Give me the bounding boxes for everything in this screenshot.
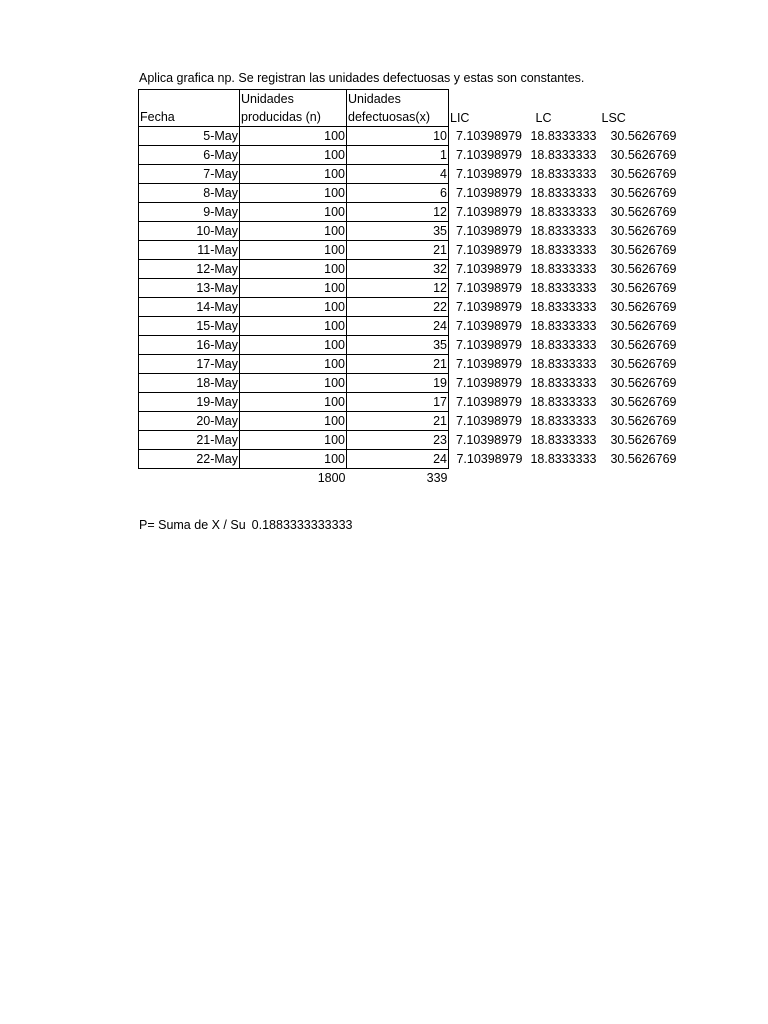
cell-lic: 7.10398979: [455, 395, 522, 409]
cell-producidas: 100: [240, 184, 347, 203]
cell-defectuosas: 21: [347, 355, 449, 374]
cell-producidas: 100: [240, 374, 347, 393]
cell-lsc: 30.5626769: [610, 167, 677, 181]
cell-defectuosas: 32: [347, 260, 449, 279]
cell-lc: 18.8333333: [530, 376, 597, 390]
cell-lsc: 30.5626769: [610, 281, 677, 295]
table-row: [139, 336, 678, 355]
cell-lic: 7.10398979: [455, 281, 522, 295]
cell-defectuosas: 12: [347, 279, 449, 298]
cell-defectuosas: 10: [347, 127, 449, 146]
cell-fecha: 16-May: [139, 336, 240, 355]
table-row: [139, 355, 678, 374]
cell-producidas: 100: [240, 336, 347, 355]
cell-defectuosas: 35: [347, 222, 449, 241]
cell-lic: 7.10398979: [455, 300, 522, 314]
cell-producidas: 100: [240, 241, 347, 260]
cell-lic: 7.10398979: [455, 319, 522, 333]
cell-lic: 7.10398979: [455, 243, 522, 257]
cell-producidas: 100: [240, 450, 347, 469]
formula-line: [139, 518, 352, 532]
cell-fecha: 13-May: [139, 279, 240, 298]
cell-lic: 7.10398979: [455, 414, 522, 428]
cell-lsc: 30.5626769: [610, 433, 677, 447]
table-row: [139, 203, 678, 222]
cell-fecha: 10-May: [139, 222, 240, 241]
cell-lic: 7.10398979: [455, 376, 522, 390]
cell-lc: 18.8333333: [530, 224, 597, 238]
cell-lsc: 30.5626769: [610, 300, 677, 314]
header-lsc: LSC: [601, 110, 626, 125]
table-row: [139, 298, 678, 317]
cell-defectuosas: 24: [347, 317, 449, 336]
cell-lc: 18.8333333: [530, 148, 597, 162]
cell-lic: 7.10398979: [455, 148, 522, 162]
cell-lc: 18.8333333: [530, 205, 597, 219]
cell-producidas: 100: [240, 298, 347, 317]
cell-lic: 7.10398979: [455, 357, 522, 371]
header-defectuosas: [347, 90, 449, 127]
cell-defectuosas: 19: [347, 374, 449, 393]
cell-lsc: 30.5626769: [610, 414, 677, 428]
cell-defectuosas: 21: [347, 241, 449, 260]
cell-fecha: 17-May: [139, 355, 240, 374]
cell-fecha: 6-May: [139, 146, 240, 165]
cell-lic: 7.10398979: [455, 186, 522, 200]
cell-producidas: 100: [240, 279, 347, 298]
table-row: [139, 222, 678, 241]
table-row: [139, 184, 678, 203]
cell-lsc: 30.5626769: [610, 224, 677, 238]
table-row: [139, 374, 678, 393]
sheet-title: Aplica grafica np. Se registran las unidades defectuosas y estas son constantes.: [139, 71, 585, 85]
cell-lsc: 30.5626769: [610, 243, 677, 257]
cell-producidas: 100: [240, 431, 347, 450]
cell-lc: 18.8333333: [530, 319, 597, 333]
cell-defectuosas: 12: [347, 203, 449, 222]
cell-lsc: 30.5626769: [610, 395, 677, 409]
cell-fecha: 15-May: [139, 317, 240, 336]
header-lic: LIC: [450, 110, 470, 125]
formula-label: P= Suma de X / Su: [139, 518, 246, 532]
header-row: [139, 90, 678, 127]
cell-producidas: 100: [240, 222, 347, 241]
cell-lic: 7.10398979: [455, 224, 522, 238]
table-row: [139, 165, 678, 184]
cell-fecha: 9-May: [139, 203, 240, 222]
cell-defectuosas: 6: [347, 184, 449, 203]
cell-lsc: 30.5626769: [610, 262, 677, 276]
header-defectuosas-line1: Unidades: [348, 92, 401, 106]
cell-defectuosas: 21: [347, 412, 449, 431]
cell-lc: 18.8333333: [530, 357, 597, 371]
cell-producidas: 100: [240, 260, 347, 279]
cell-fecha: 19-May: [139, 393, 240, 412]
formula-value: 0.1883333333333: [251, 518, 353, 532]
cell-lc: 18.8333333: [530, 243, 597, 257]
cell-producidas: 100: [240, 127, 347, 146]
cell-fecha: 20-May: [139, 412, 240, 431]
cell-lc: 18.8333333: [530, 167, 597, 181]
cell-lic: 7.10398979: [455, 205, 522, 219]
cell-producidas: 100: [240, 146, 347, 165]
cell-fecha: 18-May: [139, 374, 240, 393]
cell-fecha: 12-May: [139, 260, 240, 279]
cell-lc: 18.8333333: [530, 300, 597, 314]
cell-lsc: 30.5626769: [610, 319, 677, 333]
table-row: [139, 317, 678, 336]
cell-lc: 18.8333333: [530, 186, 597, 200]
cell-defectuosas: 22: [347, 298, 449, 317]
cell-lsc: 30.5626769: [610, 148, 677, 162]
cell-lc: 18.8333333: [530, 338, 597, 352]
cell-producidas: 100: [240, 165, 347, 184]
table-row: [139, 127, 678, 146]
cell-producidas: 100: [240, 317, 347, 336]
cell-lc: 18.8333333: [530, 262, 597, 276]
table-row: [139, 279, 678, 298]
cell-lc: 18.8333333: [530, 433, 597, 447]
cell-producidas: 100: [240, 355, 347, 374]
header-producidas-line2: producidas (n): [241, 110, 321, 124]
cell-lsc: 30.5626769: [610, 376, 677, 390]
cell-lic: 7.10398979: [455, 338, 522, 352]
totals-empty: [139, 469, 240, 488]
cell-lic: 7.10398979: [456, 452, 523, 466]
cell-fecha: 21-May: [139, 431, 240, 450]
totals-row: [139, 469, 678, 488]
cell-lic: 7.10398979: [455, 129, 522, 143]
cell-fecha: 7-May: [139, 165, 240, 184]
table-row: [139, 260, 678, 279]
cell-lc: 18.8333333: [530, 395, 597, 409]
cell-lic: 7.10398979: [455, 433, 522, 447]
cell-producidas: 100: [240, 412, 347, 431]
cell-lsc: 30.5626769: [610, 452, 677, 466]
cell-lsc: 30.5626769: [610, 129, 677, 143]
cell-defectuosas: 4: [347, 165, 449, 184]
header-producidas-line1: Unidades: [241, 92, 294, 106]
header-fecha: Fecha: [139, 90, 240, 127]
cell-lsc: 30.5626769: [610, 205, 677, 219]
cell-defectuosas: 24: [347, 450, 449, 469]
table-row: [139, 412, 678, 431]
cell-lc: 18.8333333: [530, 414, 597, 428]
table-row: [139, 431, 678, 450]
cell-lsc: 30.5626769: [610, 186, 677, 200]
data-table: [138, 89, 678, 487]
cell-lsc: 30.5626769: [610, 338, 677, 352]
cell-lc: 18.8333333: [530, 281, 597, 295]
header-defectuosas-line2: defectuosas(x): [348, 110, 430, 124]
header-producidas: [240, 90, 347, 127]
cell-fecha: 22-May: [139, 450, 240, 469]
cell-defectuosas: 35: [347, 336, 449, 355]
total-defectuosas: 339: [426, 471, 448, 485]
cell-lc: 18.8333333: [530, 129, 597, 143]
table-row: [139, 450, 678, 469]
cell-producidas: 100: [240, 203, 347, 222]
cell-fecha: 14-May: [139, 298, 240, 317]
cell-fecha: 8-May: [139, 184, 240, 203]
cell-lic: 7.10398979: [455, 167, 522, 181]
cell-lic: 7.10398979: [455, 262, 522, 276]
table-row: [139, 241, 678, 260]
cell-defectuosas: 1: [347, 146, 449, 165]
cell-fecha: 5-May: [139, 127, 240, 146]
cell-defectuosas: 23: [347, 431, 449, 450]
table-row: [139, 146, 678, 165]
table-row: [139, 393, 678, 412]
total-producidas: 1800: [317, 471, 346, 485]
cell-lc: 18.8333333: [530, 452, 597, 466]
cell-producidas: 100: [240, 393, 347, 412]
cell-defectuosas: 17: [347, 393, 449, 412]
cell-fecha: 11-May: [139, 241, 240, 260]
header-lc: LC: [535, 110, 552, 125]
cell-lsc: 30.5626769: [610, 357, 677, 371]
